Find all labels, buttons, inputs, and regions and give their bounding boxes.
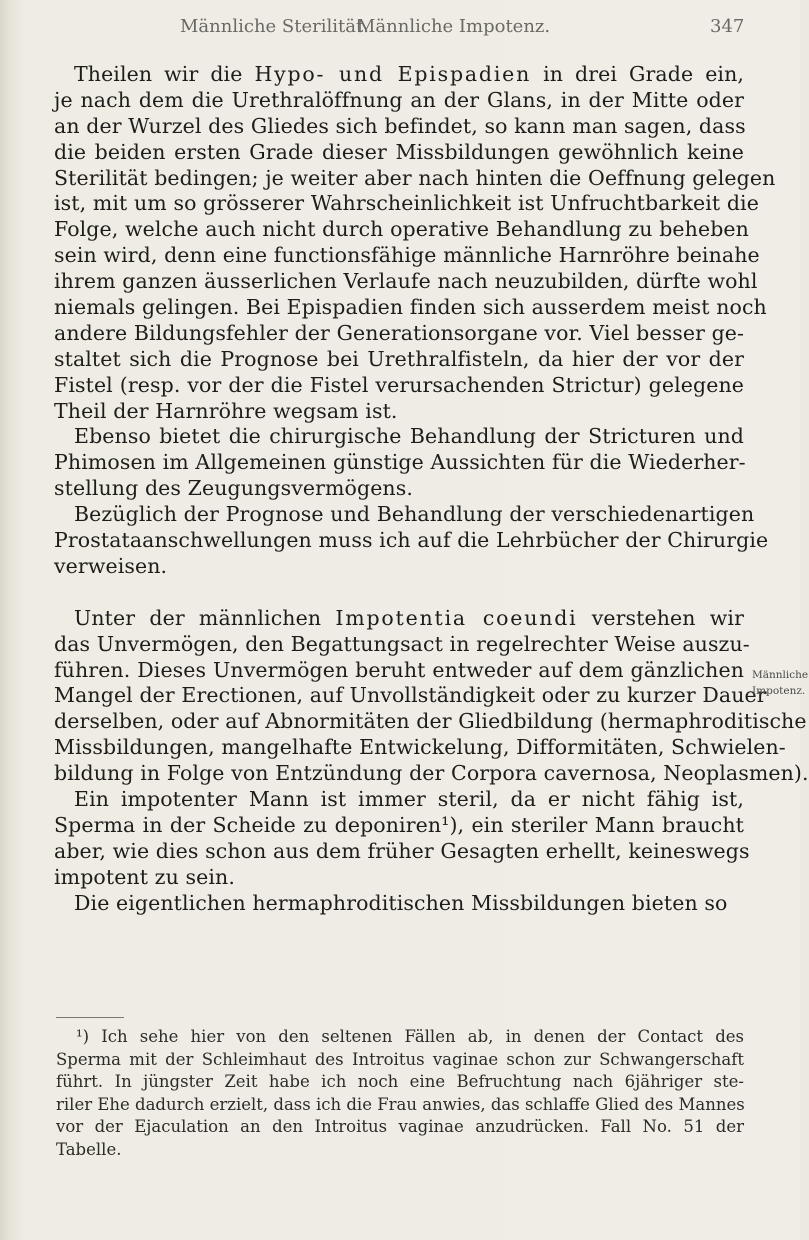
- text-line: Unter der männlichen Impotentia coeundi verstehen wir: [74, 605, 744, 630]
- footnote: [56, 1026, 744, 1162]
- text-line: Prostataanschwellungen muss ich auf die Lehrbücher der Chirurgie: [54, 528, 769, 553]
- running-head-middle: Männliche Impotenz.: [357, 16, 551, 37]
- paragraph: [54, 502, 769, 580]
- text-line: Folge, welche auch nicht durch operative Behandlung zu beheben: [54, 217, 749, 242]
- footnote-line: ¹) Ich sehe hier von den seltenen Fällen ab, in denen der Contact des: [76, 1027, 744, 1046]
- text-line: sein wird, denn eine functionsfähige männliche Harnröhre beinahe: [54, 243, 760, 268]
- text-line: impotent zu sein.: [54, 864, 235, 889]
- footnote-line: riler Ehe dadurch erzielt, dass ich die Frau anwies, das schlaffe Glied des Mannes: [56, 1094, 745, 1114]
- text-line: aber, wie dies schon aus dem früher Gesagten erhellt, keineswegs: [54, 838, 750, 863]
- running-head: [0, 16, 800, 44]
- text-line: Sterilität bedingen; je weiter aber nach hinten die Oeffnung gelegen: [54, 165, 776, 190]
- paragraph: [54, 891, 744, 917]
- text-line: Theilen wir die Hypo- und Epispadien in drei Grade ein,: [74, 62, 744, 86]
- margin-note-line: Männliche: [752, 669, 809, 681]
- footnote-line: führt. In jüngster Zeit habe ich noch eine Befruchtung nach 6jähriger ste-: [56, 1072, 744, 1092]
- text-line: die beiden ersten Grade dieser Missbildungen gewöhnlich keine: [54, 139, 744, 164]
- footnote-line: Sperma mit der Schleimhaut des Introitus vaginae schon zur Schwangerschaft: [56, 1049, 744, 1069]
- text-line: ihrem ganzen äusserlichen Verlaufe nach neuzubilden, dürfte wohl: [54, 269, 758, 294]
- paragraph: [54, 62, 776, 424]
- running-head-left: Männliche Sterilität.: [180, 16, 369, 37]
- margin-note: [752, 667, 809, 699]
- text-line: niemals gelingen. Bei Epispadien finden sich ausserdem meist noch: [54, 295, 767, 320]
- emphasized-term: Impotentia coeundi: [335, 605, 578, 630]
- text-line: andere Bildungsfehler der Generationsorgane vor. Viel besser ge-: [54, 320, 745, 345]
- page-number: 347: [710, 16, 745, 37]
- section-gap: [54, 580, 744, 606]
- footnote-line: vor der Ejaculation an den Introitus vaginae anzudrücken. Fall No. 51 der: [56, 1117, 744, 1137]
- text-line: staltet sich die Prognose bei Urethralfisteln, da hier der vor der: [54, 346, 744, 371]
- text-line: Ebenso bietet die chirurgische Behandlung der Stricturen und: [74, 424, 744, 449]
- text-line: Die eigentlichen hermaphroditischen Missbildungen bieten so: [74, 890, 728, 915]
- text-line: ist, mit um so grösserer Wahrscheinlichkeit ist Unfruchtbarkeit die: [54, 191, 759, 216]
- footnote-line: Tabelle.: [56, 1139, 122, 1159]
- footnote-rule: [56, 1017, 124, 1018]
- emphasized-term: Hypo- und Epispadien: [254, 62, 532, 86]
- text-line: Fistel (resp. vor der die Fistel verursachenden Strictur) gelegene: [54, 372, 744, 397]
- text-line: je nach dem die Urethralöffnung an der Glans, in der Mitte oder: [54, 87, 744, 112]
- text-line: Sperma in der Scheide zu deponiren¹), ein steriler Mann braucht: [54, 812, 744, 837]
- text-line: derselben, oder auf Abnormitäten der Gliedbildung (hermaphroditische: [54, 709, 807, 734]
- text-line: an der Wurzel des Gliedes sich befindet, so kann man sagen, dass: [54, 113, 746, 138]
- margin-note-line: Impotenz.: [752, 685, 806, 697]
- text-line: Phimosen im Allgemeinen günstige Aussichten für die Wiederher-: [54, 450, 746, 475]
- text-line: stellung des Zeugungsvermögens.: [54, 476, 413, 501]
- text-line: Ein impotenter Mann ist immer steril, da er nicht fähig ist,: [74, 787, 744, 812]
- text-line: Theil der Harnröhre wegsam ist.: [54, 398, 398, 423]
- text-line: Mangel der Erectionen, auf Unvollständigkeit oder zu kurzer Dauer: [54, 683, 767, 708]
- text-line: führen. Dieses Unvermögen beruht entweder auf dem gänzlichen: [54, 657, 744, 682]
- paragraph: [54, 424, 744, 502]
- text-line: Missbildungen, mangelhafte Entwickelung, Difformitäten, Schwielen-: [54, 735, 786, 760]
- paragraph: [54, 787, 750, 891]
- text-line: das Unvermögen, den Begattungsact in regelrechter Weise auszu-: [54, 631, 750, 656]
- text-line: Bezüglich der Prognose und Behandlung der verschiedenartigen: [74, 502, 755, 527]
- text-line: bildung in Folge von Entzündung der Corpora cavernosa, Neoplasmen).: [54, 761, 809, 786]
- text-line: verweisen.: [54, 553, 168, 578]
